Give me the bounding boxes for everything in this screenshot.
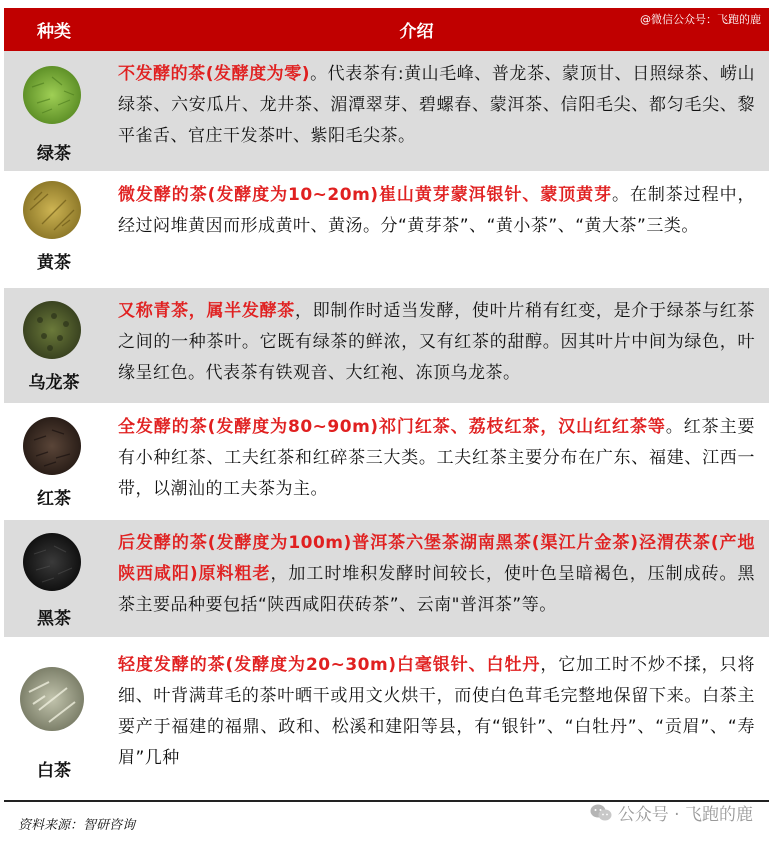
intro-cell <box>104 51 769 171</box>
type-cell <box>4 51 104 171</box>
wechat-icon <box>590 804 612 822</box>
table-row <box>4 172 769 288</box>
footer-watermark <box>590 800 753 825</box>
intro-text: ，即制作时适当发酵，使叶片稍有红变，是介于绿茶与红茶之间的一种茶叶。它既有绿茶的鲜浓，又有红茶的甜醇。因其叶片中间为绿色，叶缘呈红色。代表茶有铁观音、大红袍、冻顶乌龙茶。 <box>118 301 755 383</box>
intro-text: 。红茶主要有小种红茶、工夫红茶和红碎茶三大类。工夫红茶主要分布在广东、福建、江西一带，以潮汕的工夫茶为主。 <box>118 417 755 499</box>
type-label: 白茶 <box>37 761 71 781</box>
highlight-text: 不发酵的茶(发酵度为零) <box>118 64 311 84</box>
tea-image <box>22 416 82 476</box>
type-label: 红茶 <box>37 489 71 509</box>
tea-types-table <box>4 8 769 789</box>
tea-image <box>22 300 82 360</box>
intro-cell <box>104 638 769 788</box>
intro-cell <box>104 172 769 287</box>
intro-text: 。在制茶过程中，经过闷堆黄因而形成黄叶、黄汤。分“黄芽茶”、“黄小茶”、“黄大茶”三类。 <box>118 185 756 236</box>
type-cell <box>4 520 104 637</box>
highlight-text: 又称青茶，属半发酵茶 <box>118 301 295 321</box>
tea-image <box>22 532 82 592</box>
table-row <box>4 288 769 404</box>
highlight-text: 微发酵的茶(发酵度为10~20m)崔山黄芽蒙洱银针、蒙顶黄芽 <box>118 185 613 205</box>
type-label: 乌龙茶 <box>28 373 80 393</box>
table-row <box>4 404 769 520</box>
header-intro: 介绍 <box>399 22 434 42</box>
intro-cell <box>104 288 769 403</box>
type-cell <box>4 288 104 403</box>
intro-cell <box>104 404 769 519</box>
table-row <box>4 51 769 172</box>
intro-cell <box>104 520 769 637</box>
table-row <box>4 520 769 638</box>
header-type: 种类 <box>37 22 71 42</box>
footer-watermark-text: 公众号 · 飞跑的鹿 <box>617 805 753 825</box>
type-label: 黑茶 <box>37 609 71 629</box>
table-row <box>4 638 769 789</box>
type-cell <box>4 638 104 788</box>
header-watermark: @微信公众号：飞跑的鹿 <box>640 13 761 26</box>
highlight-text: 后发酵的茶(发酵度为100m)普洱茶六堡茶湖南黑茶(渠江片金茶)泾渭茯茶(产地陕西咸阳)原料粗老 <box>118 533 755 584</box>
intro-text: ，加工时堆积发酵时间较长，使叶色呈暗褐色，压制成砖。黑茶主要品种要包括“陕西咸阳茯砖茶”、云南"普洱茶”等。 <box>118 564 756 615</box>
highlight-text: 全发酵的茶(发酵度为80~90m)祁门红茶、荔枝红茶，汉山红红茶等 <box>118 417 666 437</box>
type-label: 黄茶 <box>37 253 71 273</box>
type-cell <box>4 172 104 287</box>
intro-text: 。代表茶有:黄山毛峰、普龙茶、蒙顶甘、日照绿茶、崂山绿茶、六安瓜片、龙井茶、湄潭翠芽、碧螺春、蒙洱茶、信阳毛尖、都匀毛尖、黎平雀舌、官庄干发茶叶、紫阳毛尖茶。 <box>118 64 755 146</box>
tea-image <box>19 666 85 732</box>
type-cell <box>4 404 104 519</box>
type-label: 绿茶 <box>37 144 71 164</box>
intro-text: ，它加工时不炒不揉，只将细、叶背满茸毛的茶叶晒干或用文火烘干，而使白色茸毛完整地保留下来。白茶主要产于福建的福鼎、政和、松溪和建阳等县，有“银针”、“白牡丹”、“贡眉”、“寿眉”几种 <box>118 655 756 768</box>
tea-image <box>22 65 82 125</box>
table-header <box>4 8 769 51</box>
highlight-text: 轻度发酵的茶(发酵度为20~30m)白毫银针、白牡丹 <box>118 655 541 675</box>
source-note: 资料来源：智研咨询 <box>18 818 136 833</box>
tea-image <box>22 180 82 240</box>
